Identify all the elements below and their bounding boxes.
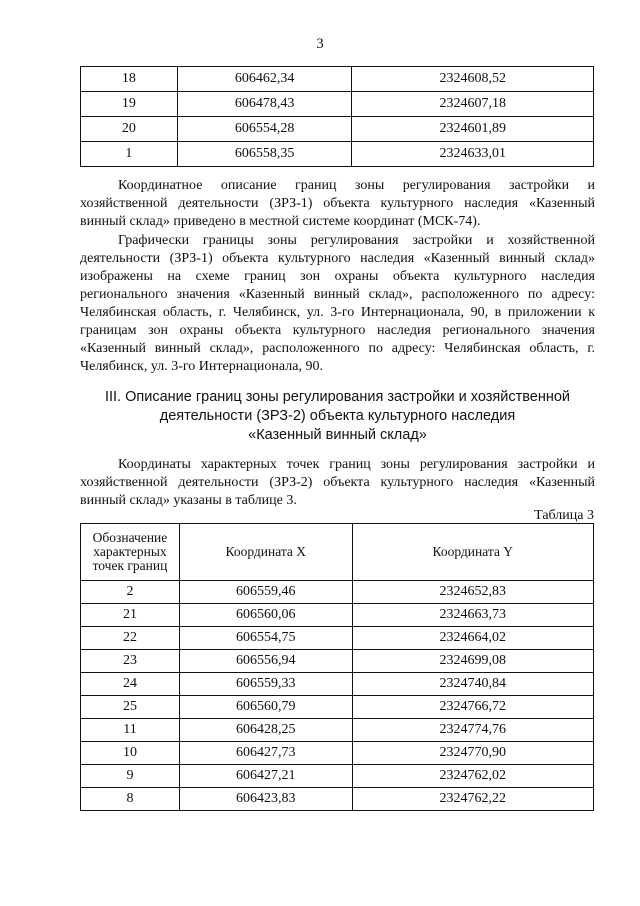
coord-y-cell: 2324762,02	[352, 765, 593, 788]
coord-y-cell: 2324774,76	[352, 719, 593, 742]
point-id-cell: 19	[81, 92, 178, 117]
coord-y-cell: 2324607,18	[352, 92, 594, 117]
coord-x-cell: 606427,21	[179, 765, 352, 788]
paragraph-text: Графически границы зоны регулирования застройки и хозяйственной деятельности (ЗРЗ-1) объекта культурного наследия «Казенный винный склад» изображены на схеме границ зон охраны объекта культурного наследия регионального значения «Казенный винный склад», расположенного по адресу: Челябинская область, г. Челябинск, ул. 3-го Интернационала, 90, в приложении к границам зон охраны объекта культурного наследия регионального значения «Казенный винный склад», расположенного по адресу: Челябинская область, г. Челябинск, ул. 3-го Интернационала, 90.	[80, 233, 595, 374]
point-id-cell: 23	[81, 650, 180, 673]
coord-x-cell: 606478,43	[177, 92, 352, 117]
table-row	[81, 719, 594, 742]
point-id-cell: 1	[81, 142, 178, 167]
table-row	[81, 92, 594, 117]
page-number: 3	[316, 36, 324, 52]
point-id-cell: 18	[81, 67, 178, 92]
table-row	[81, 117, 594, 142]
point-id-cell: 9	[81, 765, 180, 788]
table-row	[81, 742, 594, 765]
coordinates-table-continued	[80, 66, 594, 167]
coordinates-table-3	[80, 523, 594, 811]
coord-y-cell: 2324762,22	[352, 788, 593, 811]
section-heading-line: III. Описание границ зоны регулирования застройки и хозяйственной	[104, 389, 571, 405]
coord-y-cell: 2324699,08	[352, 650, 593, 673]
table-row	[81, 67, 594, 92]
coord-x-header: Координата X	[179, 524, 352, 581]
graphic-boundaries-paragraph	[80, 232, 595, 376]
coord-y-cell: 2324633,01	[352, 142, 594, 167]
coord-y-cell: 2324608,52	[352, 67, 594, 92]
coord-x-cell: 606560,06	[179, 604, 352, 627]
coord-y-cell: 2324652,83	[352, 581, 593, 604]
point-id-cell: 24	[81, 673, 180, 696]
top-table-body	[81, 67, 594, 167]
coord-x-cell: 606554,28	[177, 117, 352, 142]
coord-x-cell: 606559,46	[179, 581, 352, 604]
table-row	[81, 142, 594, 167]
coord-y-cell: 2324601,89	[352, 117, 594, 142]
table-row	[81, 696, 594, 719]
table-row	[81, 581, 594, 604]
section-heading-line: деятельности (ЗРЗ-2) объекта культурного наследия	[159, 408, 516, 424]
point-id-cell: 2	[81, 581, 180, 604]
table-row	[81, 788, 594, 811]
point-id-cell: 21	[81, 604, 180, 627]
coord-x-cell: 606427,73	[179, 742, 352, 765]
point-designation-header: Обозначение характерных точек границ	[81, 524, 180, 581]
coord-y-header: Координата Y	[352, 524, 593, 581]
table-row	[81, 604, 594, 627]
table-row	[81, 673, 594, 696]
point-id-cell: 11	[81, 719, 180, 742]
table-intro-paragraph	[80, 456, 595, 510]
coord-x-cell: 606554,75	[179, 627, 352, 650]
point-id-cell: 8	[81, 788, 180, 811]
coord-x-cell: 606423,83	[179, 788, 352, 811]
coord-x-cell: 606559,33	[179, 673, 352, 696]
section-heading	[80, 388, 595, 445]
paragraph-text: Координаты характерных точек границ зоны регулирования застройки и хозяйственной деятельности (ЗРЗ-2) объекта культурного наследия «Казенный винный склад» указаны в таблице 3.	[80, 457, 595, 508]
coord-x-cell: 606462,34	[177, 67, 352, 92]
table-caption: Таблица 3	[534, 508, 594, 523]
coordinate-description-paragraph	[80, 177, 595, 231]
section-heading-line: «Казенный винный склад»	[248, 427, 427, 443]
coord-x-cell: 606560,79	[179, 696, 352, 719]
coord-x-cell: 606556,94	[179, 650, 352, 673]
main-table-body	[81, 581, 594, 811]
table-row	[81, 650, 594, 673]
table-header-row	[81, 524, 594, 581]
coord-y-cell: 2324770,90	[352, 742, 593, 765]
coord-x-cell: 606428,25	[179, 719, 352, 742]
coord-y-cell: 2324664,02	[352, 627, 593, 650]
coord-y-cell: 2324766,72	[352, 696, 593, 719]
coord-y-cell: 2324740,84	[352, 673, 593, 696]
point-id-cell: 25	[81, 696, 180, 719]
table-row	[81, 765, 594, 788]
point-id-cell: 22	[81, 627, 180, 650]
coord-y-cell: 2324663,73	[352, 604, 593, 627]
table-row	[81, 627, 594, 650]
point-id-cell: 10	[81, 742, 180, 765]
paragraph-text: Координатное описание границ зоны регулирования застройки и хозяйственной деятельности (ЗРЗ-1) объекта культурного наследия «Казенный винный склад» приведено в местной системе координат (МСК-74).	[80, 178, 595, 229]
point-id-cell: 20	[81, 117, 178, 142]
coord-x-cell: 606558,35	[177, 142, 352, 167]
